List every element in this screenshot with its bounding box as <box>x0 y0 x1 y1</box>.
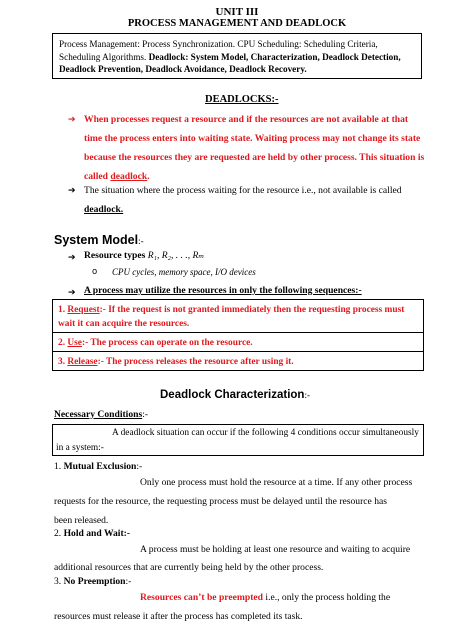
deadlock-definition-line-3: because the resources they are requested are held by other process. This situation is <box>84 152 425 163</box>
arrow-icon: ➔ <box>68 186 76 196</box>
arrow-icon: ➔ <box>68 288 76 298</box>
deadlock-definition-line-1: When processes request a resource and if the resources are not available at that <box>84 114 409 125</box>
step-text: :- The process can operate on the resource. <box>81 338 253 348</box>
step-num: 2. <box>58 338 68 348</box>
page-title: PROCESS MANAGEMENT AND DEADLOCK <box>127 18 347 29</box>
condition-mutual-exclusion-title <box>54 461 142 472</box>
conditions-intro-line-2: in a system:- <box>56 443 104 453</box>
deadlock-situation-line-2: deadlock. <box>84 204 124 215</box>
step-text: :- If the request is not granted immediately then the requesting process must <box>99 305 405 315</box>
step-label: Release <box>67 357 98 367</box>
step-num: 1. <box>58 305 68 315</box>
condition-1-line-2: requests for the resource, the requesting process must be delayed until the resource has <box>54 496 388 507</box>
step-num: 3. <box>58 357 68 367</box>
unit-title: UNIT III <box>215 6 259 18</box>
condition-3-line-2: resources must release it after the process has completed its task. <box>54 611 303 622</box>
condition-suffix: :- <box>136 461 143 472</box>
step-label: Use <box>67 338 82 348</box>
deadlock-term: deadlock <box>110 171 148 182</box>
summary-box <box>52 33 422 79</box>
summary-line-3: Deadlock Prevention, Deadlock Avoidance, Deadlock Recovery. <box>59 64 307 74</box>
necessary-conditions-suffix: :- <box>142 409 149 420</box>
condition-mutual-exclusion-text <box>54 473 426 530</box>
step-release <box>52 351 424 371</box>
conditions-intro-line-1: A deadlock situation can occur if the following 4 conditions occur simultaneously <box>112 428 419 438</box>
condition-num: 2. <box>54 528 64 539</box>
arrow-icon: ➔ <box>68 115 76 125</box>
condition-hold-and-wait-text <box>54 541 426 577</box>
resource-examples: CPU cycles, memory space, I/O devices <box>112 267 256 277</box>
system-model-suffix: :- <box>138 236 144 246</box>
necessary-conditions-label: Necessary Conditions <box>54 409 143 420</box>
resource-types-label: Resource types <box>84 250 148 261</box>
characterization-title: Deadlock Characterization <box>160 389 305 401</box>
system-model-title: System Model <box>54 233 139 247</box>
resource-types-math: R₁, R₂, . . ., Rₘ <box>147 250 205 261</box>
step-use <box>52 332 424 352</box>
summary-line-2-plain: Scheduling Algorithms. <box>59 51 149 62</box>
summary-line-2-bold: Deadlock: System Model, Characterization, Deadlock Detection, <box>148 51 401 62</box>
condition-title: No Preemption <box>63 576 126 587</box>
condition-suffix: :- <box>125 576 132 587</box>
condition-2-line-2: additional resources that are currently being held by the other process. <box>54 562 324 573</box>
deadlocks-heading: DEADLOCKS:- <box>205 94 279 105</box>
characterization-heading <box>160 389 310 401</box>
condition-title: Hold and Wait:- <box>63 528 131 539</box>
condition-no-preemption-text <box>54 588 426 626</box>
condition-num: 1. <box>54 461 64 472</box>
period: . <box>147 171 150 182</box>
condition-3-line-1-rest: i.e., only the process holding the <box>263 592 391 603</box>
condition-title: Mutual Exclusion <box>63 461 137 472</box>
condition-hold-and-wait-title <box>54 528 130 539</box>
step-request <box>52 299 424 333</box>
conditions-intro-box <box>52 424 424 456</box>
deadlock-situation-line-1: The situation where the process waiting for the resource i.e., not available is called <box>84 185 402 196</box>
characterization-suffix: :- <box>304 390 310 400</box>
condition-num: 3. <box>54 576 64 587</box>
arrow-icon: ➔ <box>68 253 76 263</box>
step-label: Request <box>67 305 100 315</box>
deadlock-definition-line-2: time the process enters into waiting state. Waiting process may not change its state <box>84 133 421 144</box>
sequence-intro: A process may utilize the resources in only the following sequences:- <box>84 285 362 296</box>
summary-line-1: Process Management: Process Synchronization. CPU Scheduling: Scheduling Criteria, <box>59 39 378 49</box>
condition-no-preemption-title <box>54 576 131 587</box>
condition-1-line-1: Only one process must hold the resource at a time. If any other process <box>140 477 413 488</box>
summary-line-2 <box>59 51 415 64</box>
condition-1-line-3: been released. <box>54 515 109 526</box>
deadlock-situation <box>84 181 424 219</box>
sub-bullet-marker: o <box>92 267 98 277</box>
preempt-highlight: Resources can’t be preempted <box>140 592 264 603</box>
necessary-conditions <box>54 409 148 420</box>
called-text: called <box>84 171 111 182</box>
step-text-line-2: wait it can acquire the resources. <box>58 319 190 329</box>
step-text: :- The process releases the resource after using it. <box>97 357 294 367</box>
resource-types <box>84 250 204 261</box>
condition-2-line-1: A process must be holding at least one resource and waiting to acquire <box>140 544 411 555</box>
system-model-heading <box>54 233 144 248</box>
deadlock-definition <box>84 110 424 186</box>
